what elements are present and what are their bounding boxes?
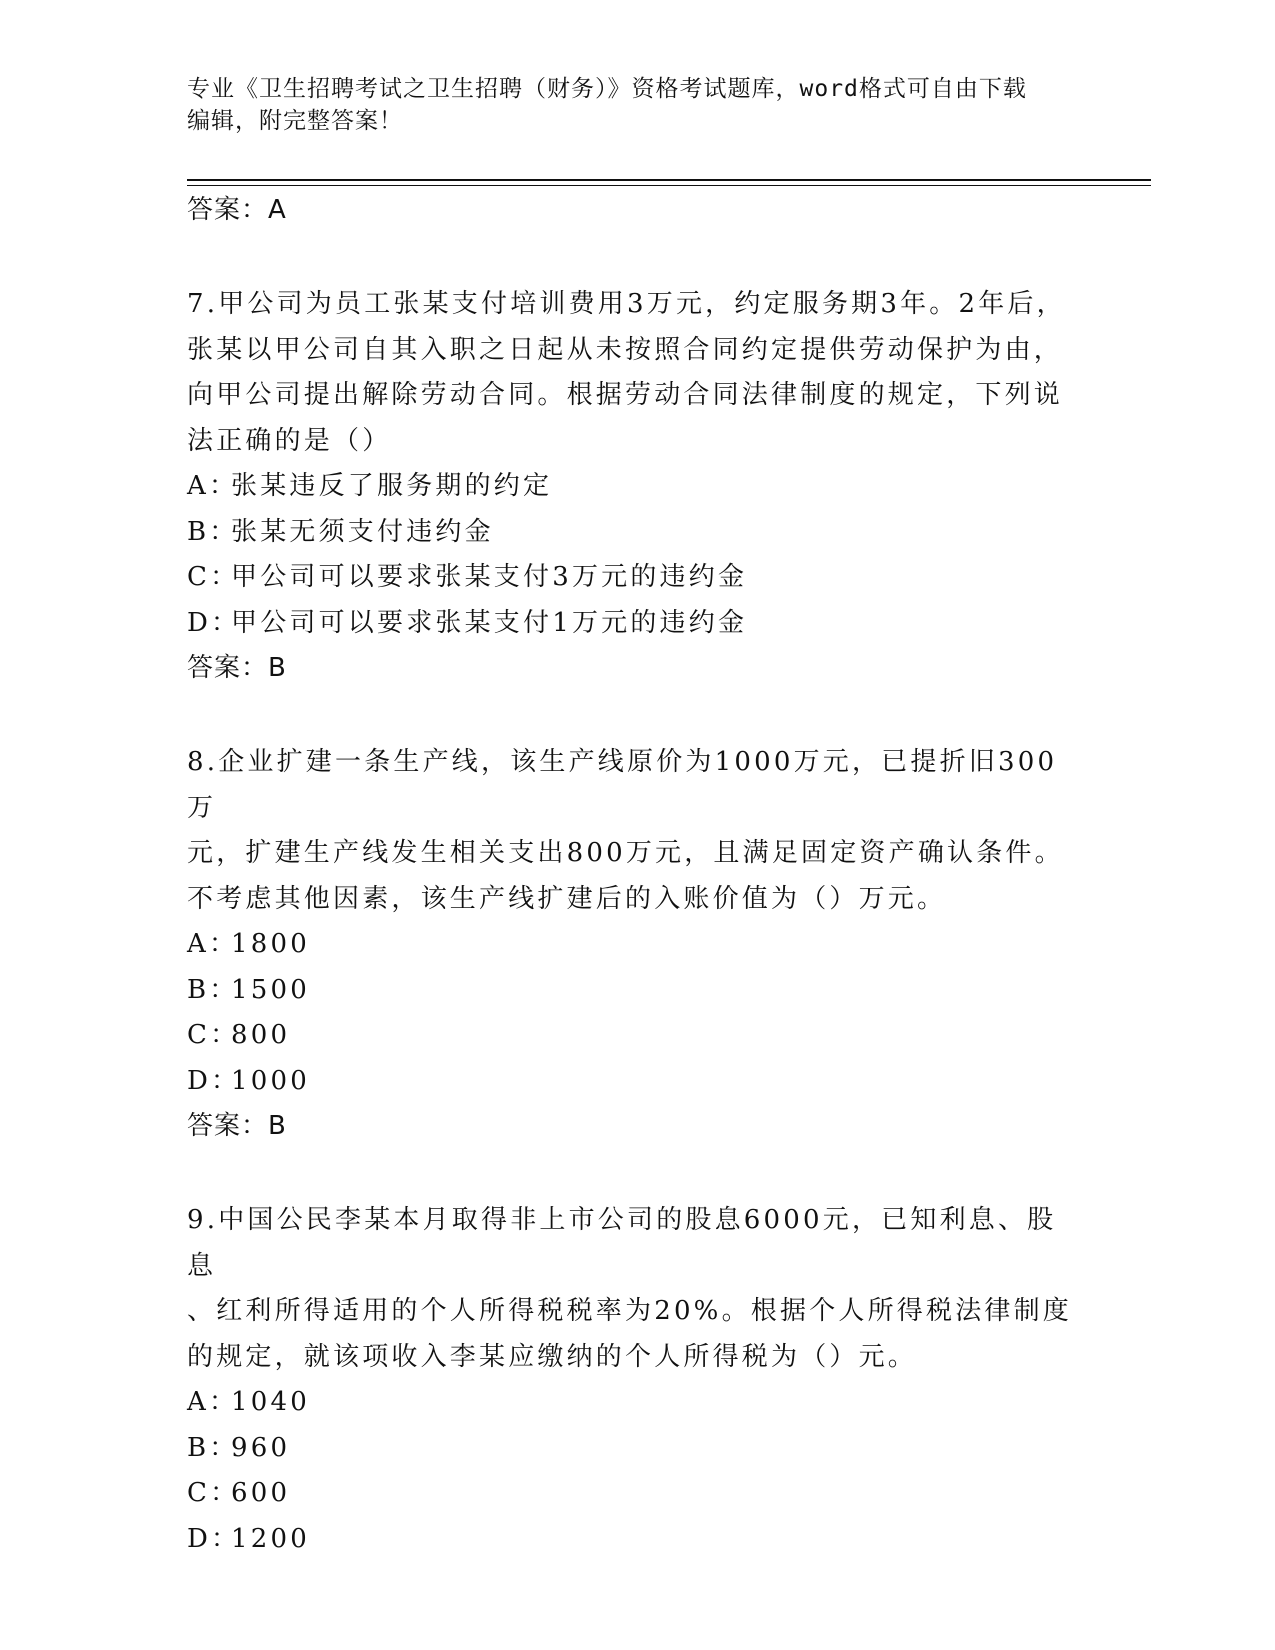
header-divider-thick [187, 179, 1151, 181]
question-9 [187, 1198, 1077, 1562]
option-d [187, 601, 1077, 647]
option-text: 1040 [231, 1387, 310, 1417]
question-stem-line: 法正确的是（） [187, 425, 392, 456]
option-key: A： [187, 929, 239, 959]
option-text: 甲公司可以要求张某支付3万元的违约金 [231, 562, 748, 592]
option-c [187, 555, 1077, 601]
option-text: 张某违反了服务期的约定 [231, 471, 553, 501]
option-key: C： [187, 1020, 240, 1050]
option-key: A： [187, 471, 239, 501]
option-c [187, 1471, 1077, 1517]
option-key: D： [187, 607, 241, 638]
option-b [187, 1426, 1077, 1472]
header-divider-thin [187, 185, 1151, 186]
option-key: C： [187, 562, 240, 592]
option-d [187, 1517, 1077, 1563]
option-text: 600 [231, 1478, 291, 1508]
question-stem-line: 不考虑其他因素，该生产线扩建后的入账价值为（）万元。 [187, 883, 947, 914]
option-key: D： [187, 1523, 241, 1554]
header-line-1: 专业《卫生招聘考试之卫生招聘（财务）》资格考试题库，word格式可自由下载 [187, 76, 1027, 102]
option-text: 1800 [231, 929, 310, 959]
option-text: 960 [231, 1432, 291, 1463]
option-text: 1200 [231, 1523, 310, 1554]
option-key: D： [187, 1065, 241, 1096]
answer-label: 答案：A [187, 195, 287, 225]
option-key: C： [187, 1478, 240, 1508]
question-stem-line: 7.甲公司为员工张某支付培训费用3万元，约定服务期3年。2年后， [187, 289, 1066, 319]
option-text: 800 [231, 1020, 291, 1050]
option-d [187, 1059, 1077, 1105]
option-c [187, 1013, 1077, 1059]
option-a [187, 922, 1077, 968]
question-stem-line: 张某以甲公司自其入职之日起从未按照合同约定提供劳动保护为由， [187, 334, 1064, 365]
option-text: 甲公司可以要求张某支付1万元的违约金 [231, 607, 748, 638]
option-key: B： [187, 974, 239, 1005]
option-text: 1000 [231, 1065, 310, 1096]
option-b [187, 510, 1077, 556]
question-list [187, 188, 1077, 1562]
question-stem-line: 向甲公司提出解除劳动合同。根据劳动合同法律制度的规定，下列说 [187, 380, 1064, 410]
question-stem-line: 9.中国公民李某本月取得非上市公司的股息6000元，已知利息、股息 [187, 1205, 1057, 1281]
option-b [187, 968, 1077, 1014]
header-line-2: 编辑，附完整答案！ [187, 108, 403, 134]
option-key: B： [187, 516, 239, 547]
question-7 [187, 282, 1077, 690]
page-header [187, 73, 1077, 137]
option-text: 张某无须支付违约金 [231, 516, 494, 547]
option-text: 1500 [231, 974, 310, 1005]
answer-label: 答案：B [187, 653, 287, 683]
question-stem-line: 8.企业扩建一条生产线，该生产线原价为1000万元，已提折旧300万 [187, 747, 1058, 823]
question-stem-line: 的规定，就该项收入李某应缴纳的个人所得税为（）元。 [187, 1341, 918, 1372]
option-key: B： [187, 1432, 239, 1463]
answer-label: 答案：B [187, 1111, 287, 1141]
option-a [187, 1380, 1077, 1426]
question-8 [187, 740, 1077, 1148]
option-key: A： [187, 1387, 239, 1417]
option-a [187, 464, 1077, 510]
question-stem-line: 、红利所得适用的个人所得税税率为20%。根据个人所得税法律制度 [187, 1296, 1072, 1326]
question-stem-line: 元，扩建生产线发生相关支出800万元，且满足固定资产确认条件。 [187, 838, 1064, 868]
